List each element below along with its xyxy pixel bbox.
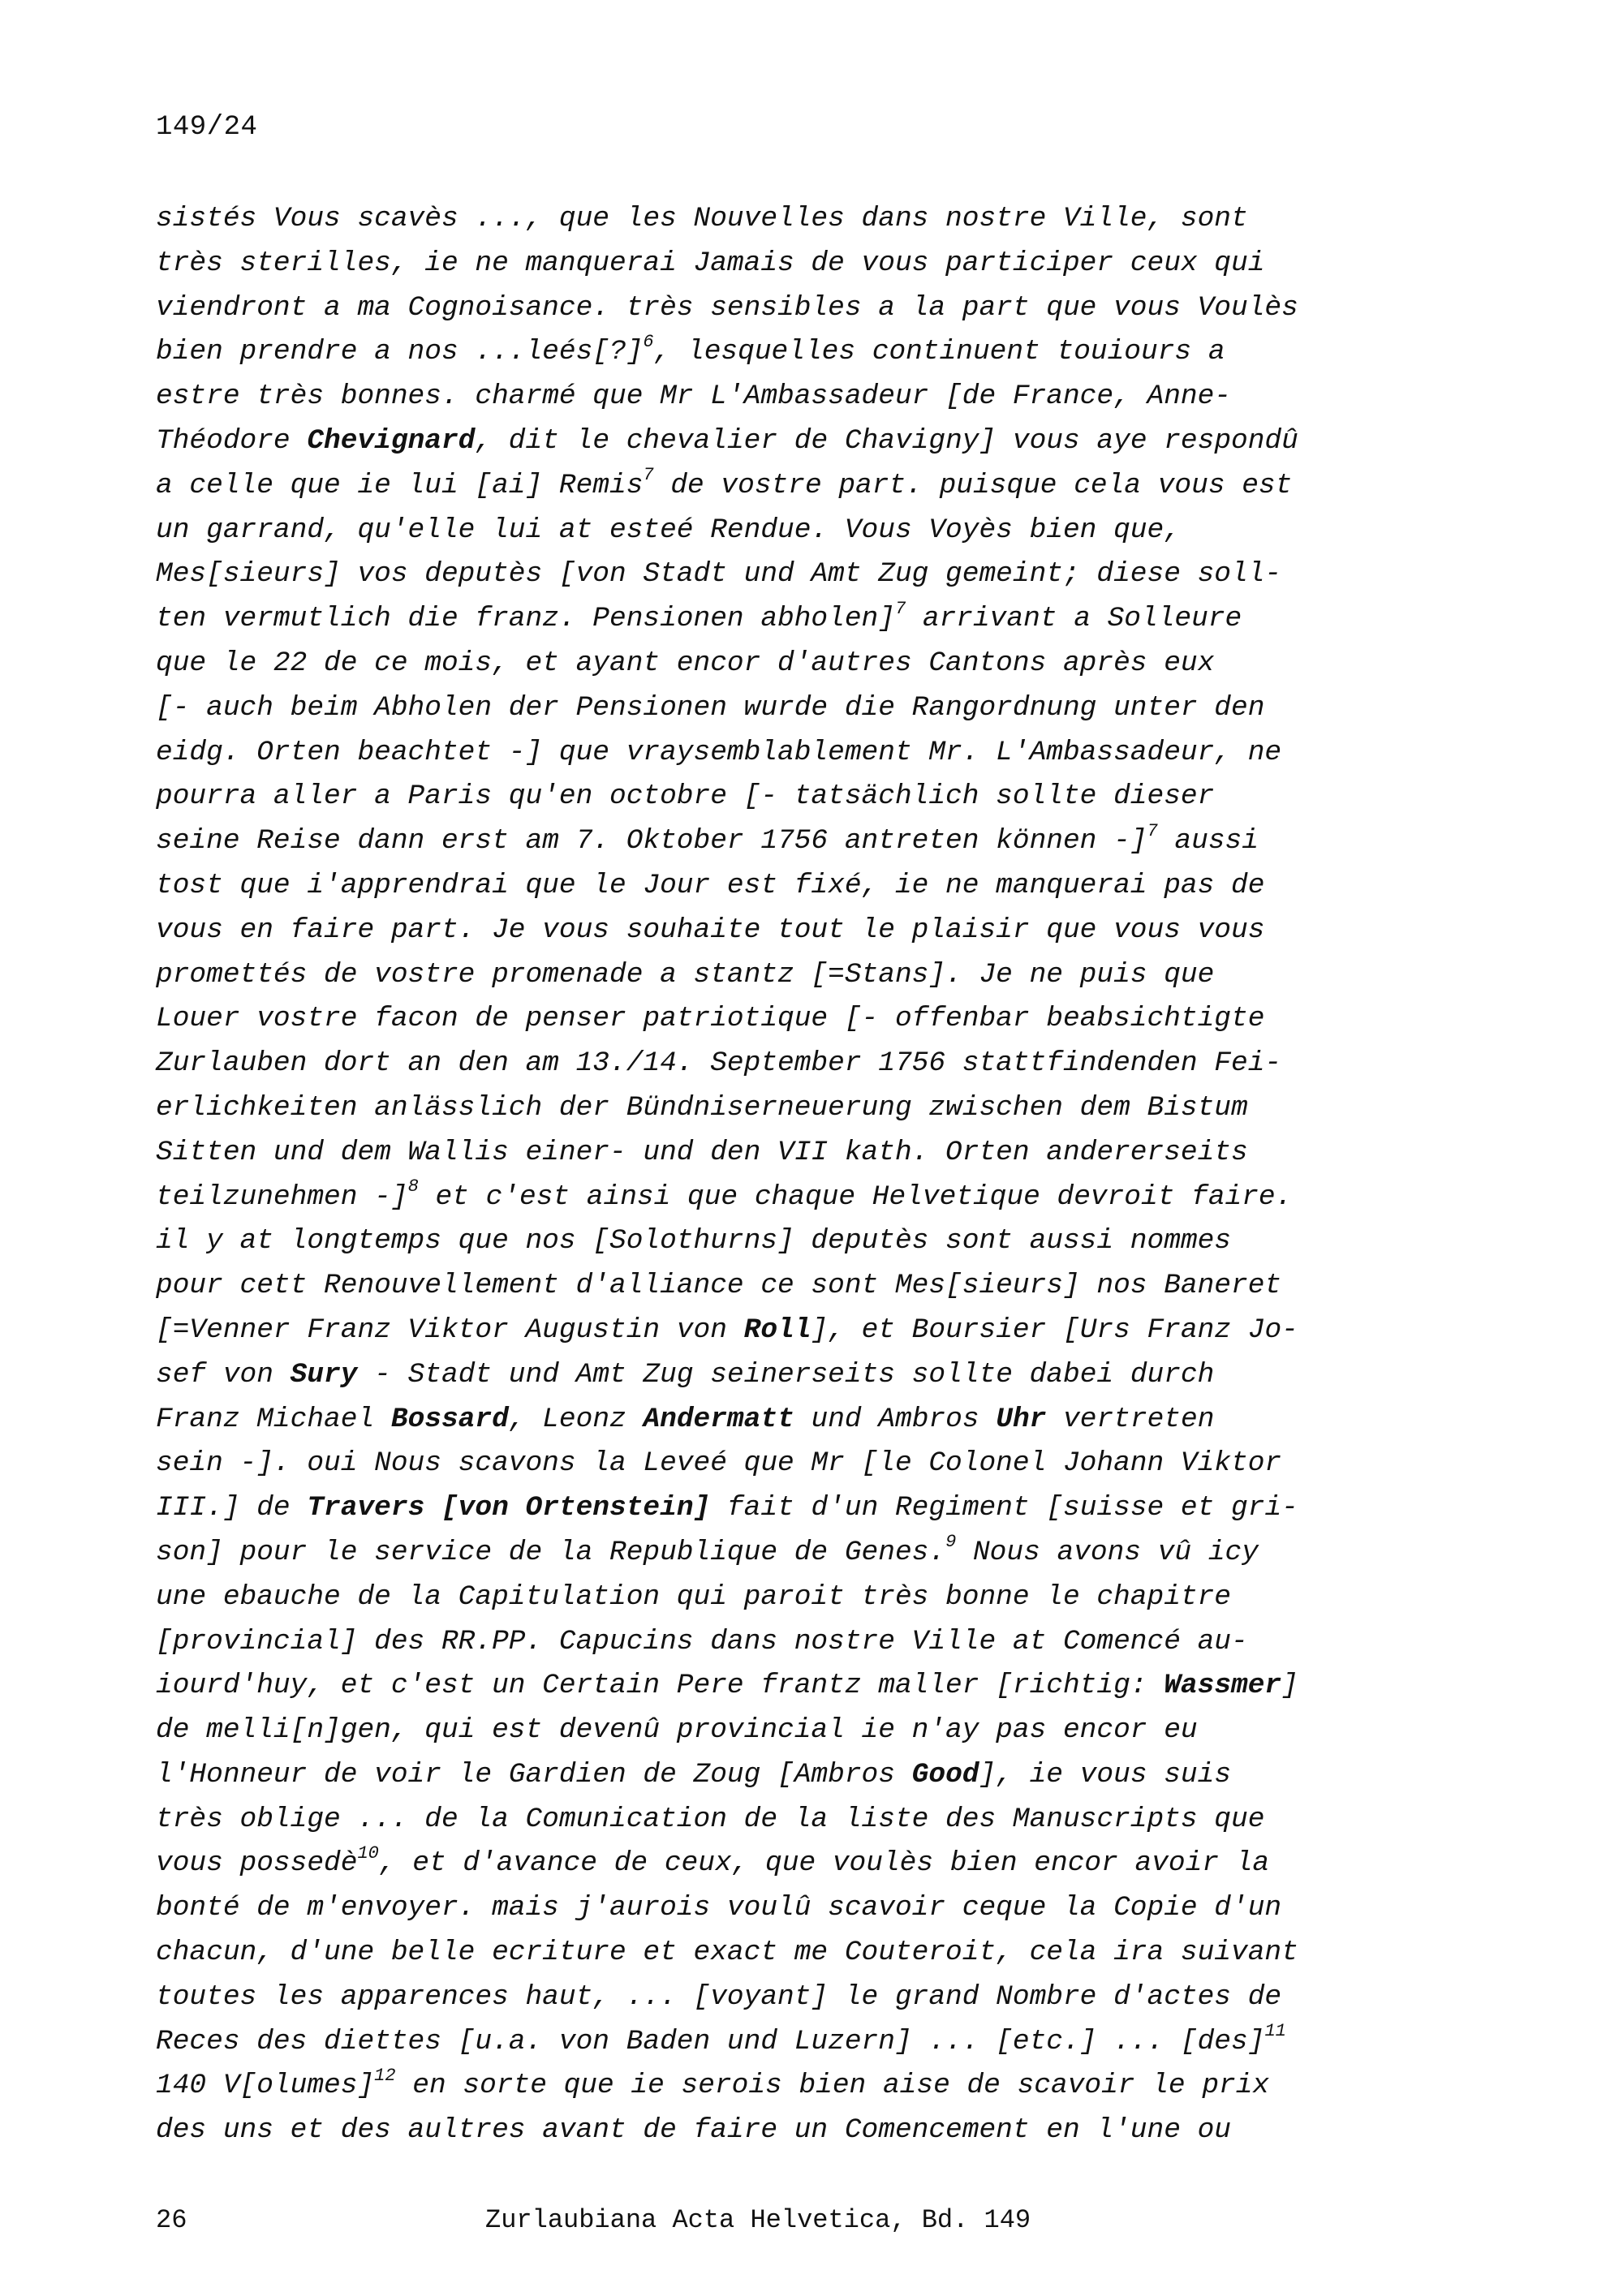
person-name: Travers [von Ortenstein] bbox=[307, 1492, 711, 1524]
text-line bbox=[156, 1664, 1422, 1709]
text-segment: sistés Vous scavès ..., que les Nouvelles dans nostre Ville, sont bbox=[156, 203, 1248, 234]
page-footer bbox=[0, 2205, 1623, 2241]
text-line bbox=[156, 864, 1422, 909]
footnote-marker: 7 bbox=[894, 598, 906, 619]
text-line bbox=[156, 909, 1422, 953]
text-segment: ], et Boursier [Urs Franz Jo- bbox=[811, 1314, 1298, 1346]
footnote-marker: 6 bbox=[643, 331, 654, 352]
document-reference: 149/24 bbox=[156, 112, 258, 143]
text-segment: vertreten bbox=[1046, 1403, 1215, 1435]
person-name: Bossard bbox=[390, 1403, 509, 1435]
footnote-marker: 11 bbox=[1264, 2021, 1286, 2042]
text-segment: [provincial] des RR.PP. Capucins dans nostre Ville at Comencé au- bbox=[156, 1625, 1248, 1658]
text-line bbox=[156, 597, 1422, 642]
footnote-marker: 7 bbox=[1147, 820, 1158, 841]
text-segment: Nous avons vû icy bbox=[956, 1536, 1259, 1568]
text-segment: a celle que ie lui [ai] Remis bbox=[156, 469, 644, 501]
text-line bbox=[156, 419, 1422, 464]
text-segment: III.] de bbox=[156, 1492, 308, 1524]
text-segment: - Stadt und Amt Zug seinerseits sollte dabei durch bbox=[357, 1358, 1215, 1391]
text-line bbox=[156, 1531, 1422, 1576]
text-line bbox=[156, 286, 1422, 331]
text-line bbox=[156, 997, 1422, 1042]
text-segment: Reces des diettes [u.a. von Baden und Luzern] ... [etc.] ... [des] bbox=[156, 2025, 1265, 2057]
text-segment: très oblige ... de la Comunication de la liste des Manuscripts que bbox=[156, 1803, 1265, 1835]
text-line bbox=[156, 731, 1422, 776]
text-segment: Louer vostre facon de penser patriotique [- offenbar beabsichtigte bbox=[156, 1003, 1265, 1035]
text-segment: fait d'un Regiment [suisse et gri- bbox=[710, 1492, 1298, 1524]
text-segment: vous en faire part. Je vous souhaite tout le plaisir que vous vous bbox=[156, 914, 1265, 946]
text-segment: une ebauche de la Capitulation qui paroit très bonne le chapitre bbox=[156, 1580, 1232, 1613]
text-line bbox=[156, 819, 1422, 864]
text-segment: , dit le chevalier de Chavigny] vous aye respondû bbox=[475, 424, 1298, 457]
person-name: Andermatt bbox=[643, 1403, 794, 1435]
text-line bbox=[156, 1398, 1422, 1443]
text-line bbox=[156, 242, 1422, 286]
page-header bbox=[156, 112, 257, 143]
text-segment: chacun, d'une belle ecriture et exact me Couteroit, cela ira suivant bbox=[156, 1937, 1298, 1969]
person-name: Sury bbox=[290, 1358, 358, 1391]
person-name: Chevignard bbox=[307, 424, 476, 457]
text-segment: Franz Michael bbox=[156, 1403, 391, 1435]
text-segment: un garrand, qu'elle lui at esteé Rendue. Vous Voyès bien que, bbox=[156, 514, 1181, 546]
text-line bbox=[156, 1886, 1422, 1931]
text-segment: Théodore bbox=[156, 424, 308, 457]
text-line bbox=[156, 1176, 1422, 1220]
text-line bbox=[156, 1576, 1422, 1620]
text-line bbox=[156, 464, 1422, 509]
text-line bbox=[156, 1309, 1422, 1353]
person-name: Good bbox=[911, 1758, 979, 1791]
text-segment: seine Reise dann erst am 7. Oktober 1756 antreten können -] bbox=[156, 825, 1147, 858]
footnote-marker: 8 bbox=[407, 1176, 419, 1197]
text-segment: son] pour le service de la Republique de Genes. bbox=[156, 1536, 946, 1568]
text-segment: vous possedè bbox=[156, 1847, 358, 1880]
text-line bbox=[156, 1486, 1422, 1531]
text-line bbox=[156, 1842, 1422, 1886]
text-line bbox=[156, 375, 1422, 419]
page-number: 26 bbox=[156, 2205, 187, 2235]
text-segment: iourd'huy, et c'est un Certain Pere frantz maller [richtig: bbox=[156, 1670, 1165, 1702]
text-line bbox=[156, 686, 1422, 731]
text-segment: erlichkeiten anlässlich der Bündniserneuerung zwischen dem Bistum bbox=[156, 1091, 1248, 1124]
text-segment: [=Venner Franz Viktor Augustin von bbox=[156, 1314, 744, 1346]
text-segment: sef von bbox=[156, 1358, 291, 1391]
text-line bbox=[156, 1798, 1422, 1842]
text-segment: de vostre part. puisque cela vous est bbox=[653, 469, 1293, 501]
text-line bbox=[156, 1353, 1422, 1398]
text-segment: il y at longtemps que nos [Solothurns] deputès sont aussi nommes bbox=[156, 1225, 1232, 1258]
text-segment: Sitten und dem Wallis einer- und den VII kath. Orten andererseits bbox=[156, 1136, 1248, 1168]
text-segment: estre très bonnes. charmé que Mr L'Ambassadeur [de France, Anne- bbox=[156, 381, 1232, 413]
text-segment: , lesquelles continuent touiours a bbox=[653, 336, 1225, 368]
footnote-marker: 12 bbox=[374, 2065, 396, 2086]
text-line bbox=[156, 775, 1422, 819]
text-line bbox=[156, 1753, 1422, 1798]
letter-body-text bbox=[156, 197, 1422, 2153]
text-segment: promettés de vostre promenade a stantz [=Stans]. Je ne puis que bbox=[156, 958, 1215, 991]
text-segment: très sterilles, ie ne manquerai Jamais de vous participer ceux qui bbox=[156, 247, 1265, 279]
text-segment: l'Honneur de voir le Gardien de Zoug [Ambros bbox=[156, 1758, 912, 1791]
person-name: Wassmer bbox=[1164, 1670, 1282, 1702]
text-line bbox=[156, 1219, 1422, 1264]
text-segment: Zurlauben dort an den am 13./14. September 1756 stattfindenden Fei- bbox=[156, 1047, 1282, 1080]
text-line bbox=[156, 1086, 1422, 1131]
text-line bbox=[156, 1131, 1422, 1176]
text-segment: aussi bbox=[1157, 825, 1259, 858]
text-segment: , Leonz bbox=[508, 1403, 644, 1435]
text-segment: ten vermutlich die franz. Pensionen abholen] bbox=[156, 603, 895, 635]
footnote-marker: 7 bbox=[643, 465, 654, 486]
person-name: Uhr bbox=[996, 1403, 1047, 1435]
text-segment: [- auch beim Abholen der Pensionen wurde die Rangordnung unter den bbox=[156, 691, 1265, 724]
text-segment: que le 22 de ce mois, et ayant encor d'autres Cantons après eux bbox=[156, 647, 1215, 679]
text-line bbox=[156, 1931, 1422, 1976]
text-segment: de melli[n]gen, qui est devenû provincial ie n'ay pas encor eu bbox=[156, 1714, 1198, 1747]
text-segment: teilzunehmen -] bbox=[156, 1180, 408, 1213]
text-segment: bien prendre a nos ...leés[?] bbox=[156, 336, 644, 368]
text-line bbox=[156, 642, 1422, 686]
text-segment: et c'est ainsi que chaque Helvetique devroit faire. bbox=[418, 1180, 1293, 1213]
text-line bbox=[156, 197, 1422, 242]
text-segment: ] bbox=[1281, 1670, 1298, 1702]
text-line bbox=[156, 1264, 1422, 1309]
person-name: Roll bbox=[743, 1314, 812, 1346]
text-segment: , et d'avance de ceux, que voulès bien encor avoir la bbox=[378, 1847, 1270, 1880]
text-line bbox=[156, 1620, 1422, 1665]
text-segment: 140 V[olumes] bbox=[156, 2070, 375, 2102]
text-line bbox=[156, 509, 1422, 553]
footnote-marker: 10 bbox=[357, 1842, 379, 1864]
text-line bbox=[156, 1042, 1422, 1086]
text-line bbox=[156, 330, 1422, 375]
text-line bbox=[156, 2109, 1422, 2153]
footnote-marker: 9 bbox=[945, 1532, 957, 1553]
publication-title: Zurlaubiana Acta Helvetica, Bd. 149 bbox=[485, 2205, 1031, 2235]
text-segment: sein -]. oui Nous scavons la Leveé que Mr [le Colonel Johann Viktor bbox=[156, 1447, 1282, 1480]
text-line bbox=[156, 2020, 1422, 2065]
text-segment: Mes[sieurs] vos deputès [von Stadt und Amt Zug gemeint; diese soll- bbox=[156, 558, 1282, 591]
text-line bbox=[156, 953, 1422, 998]
text-line bbox=[156, 1709, 1422, 1753]
text-segment: ], ie vous suis bbox=[979, 1758, 1232, 1791]
text-segment: pour cett Renouvellement d'alliance ce sont Mes[sieurs] nos Baneret bbox=[156, 1270, 1282, 1302]
text-segment: bonté de m'envoyer. mais j'aurois voulû scavoir ceque la Copie d'un bbox=[156, 1892, 1282, 1924]
text-line bbox=[156, 553, 1422, 597]
text-segment: en sorte que ie serois bien aise de scavoir le prix bbox=[395, 2070, 1270, 2102]
text-segment: des uns et des aultres avant de faire un Comencement en l'une ou bbox=[156, 2114, 1232, 2147]
text-line bbox=[156, 1976, 1422, 2020]
text-line bbox=[156, 1442, 1422, 1486]
text-segment: viendront a ma Cognoisance. très sensibles a la part que vous Voulès bbox=[156, 291, 1298, 324]
text-line bbox=[156, 2064, 1422, 2109]
text-segment: eidg. Orten beachtet -] que vraysemblablement Mr. L'Ambassadeur, ne bbox=[156, 736, 1282, 768]
text-segment: tost que i'apprendrai que le Jour est fixé, ie ne manquerai pas de bbox=[156, 869, 1265, 901]
text-segment: arrivant a Solleure bbox=[906, 603, 1242, 635]
text-segment: und Ambros bbox=[794, 1403, 997, 1435]
text-segment: toutes les apparences haut, ... [voyant] le grand Nombre d'actes de bbox=[156, 1980, 1282, 2013]
text-segment: pourra aller a Paris qu'en octobre [- tatsächlich sollte dieser bbox=[156, 780, 1215, 813]
